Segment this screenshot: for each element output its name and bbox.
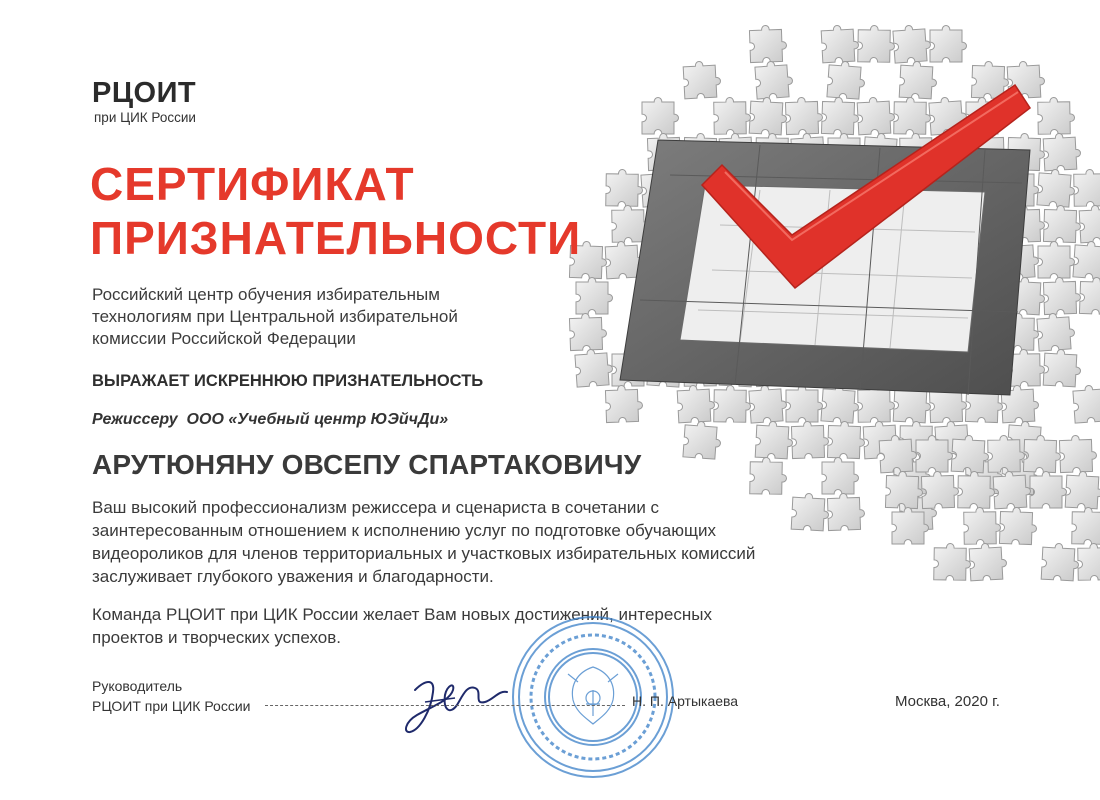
org-line: технологиям при Центральной избирательной — [92, 307, 458, 326]
puzzle-piece — [1059, 435, 1097, 473]
logo-name: РЦОИТ — [92, 77, 197, 109]
puzzle-piece — [988, 435, 1025, 472]
body-line: заинтересованным отношением к исполнению услуг по подготовке обучающих — [92, 521, 716, 540]
puzzle-piece — [569, 313, 607, 351]
puzzle-piece — [964, 507, 1001, 544]
puzzle-piece — [1038, 242, 1075, 279]
puzzle-piece — [575, 348, 614, 387]
puzzle-piece — [1078, 543, 1100, 580]
puzzle-piece — [827, 60, 866, 99]
puzzle-piece — [858, 25, 895, 62]
puzzle-piece — [1043, 349, 1081, 387]
org-line: Российский центр обучения избирательным — [92, 285, 440, 304]
puzzle-piece — [1023, 435, 1061, 473]
signature-line — [265, 705, 625, 706]
wishes-text — [92, 603, 792, 649]
puzzle-piece — [755, 60, 794, 99]
puzzle-piece — [921, 471, 959, 509]
puzzle-piece — [749, 25, 787, 63]
puzzle-piece — [930, 26, 967, 63]
certificate-body — [92, 496, 812, 588]
puzzle-piece — [951, 435, 989, 473]
recipient-name: АРУТЮНЯНУ ОВСЕПУ СПАРТАКОВИЧУ — [92, 449, 642, 480]
position-line: Руководитель — [92, 678, 183, 694]
puzzle-piece — [1079, 204, 1100, 242]
puzzle-piece — [1043, 205, 1081, 243]
puzzle-piece — [821, 384, 860, 423]
puzzle-piece — [749, 384, 788, 423]
puzzle-piece — [894, 97, 931, 134]
puzzle-piece — [892, 508, 929, 545]
puzzle-piece — [677, 384, 715, 422]
puzzle-piece — [1073, 240, 1100, 279]
puzzle-piece — [791, 421, 829, 459]
puzzle-piece — [934, 543, 971, 580]
puzzle-piece — [642, 98, 679, 135]
puzzle-piece — [714, 97, 751, 134]
puzzle-piece — [827, 421, 865, 459]
puzzle-piece — [899, 61, 937, 99]
puzzle-piece — [786, 386, 823, 423]
puzzle-piece — [1041, 543, 1079, 581]
puzzle-piece — [1037, 168, 1076, 207]
puzzle-piece — [822, 458, 859, 495]
puzzle-piece — [606, 169, 643, 206]
org-line: комиссии Российской Федерации — [92, 329, 356, 348]
puzzle-piece — [916, 436, 953, 473]
puzzle-piece — [1074, 169, 1100, 206]
puzzle-piece — [1072, 507, 1100, 544]
puzzle-piece — [821, 97, 859, 135]
puzzle-piece — [1065, 471, 1100, 509]
body-line: видеороликов для членов территориальных и участковых избирательных комиссий — [92, 544, 756, 563]
puzzle-piece — [785, 97, 823, 135]
signer-name: Н. П. Артыкаева — [632, 693, 739, 709]
puzzle-piece — [857, 96, 895, 134]
wishes-line: проектов и творческих успехов. — [92, 628, 341, 647]
issuing-organization — [92, 284, 458, 350]
puzzle-piece — [999, 507, 1037, 545]
wishes-line: Команда РЦОИТ при ЦИК России желает Вам новых достижений, интересных — [92, 605, 712, 624]
puzzle-piece — [821, 24, 859, 62]
puzzle-piece — [1043, 132, 1081, 170]
puzzle-piece — [605, 385, 643, 423]
puzzle-piece — [958, 471, 995, 508]
puzzle-piece — [969, 542, 1007, 580]
title-line-1: СЕРТИФИКАТ — [90, 158, 415, 210]
logo-subtitle: при ЦИК России — [94, 110, 196, 125]
puzzle-piece — [1043, 277, 1081, 315]
puzzle-piece — [893, 24, 932, 63]
puzzle-piece — [1030, 472, 1067, 509]
puzzle-piece — [1038, 97, 1075, 134]
checkbox-frame — [620, 140, 1030, 395]
puzzle-piece — [683, 60, 721, 98]
logo — [92, 78, 196, 125]
puzzle-piece — [750, 457, 787, 494]
title-line-2: ПРИЗНАТЕЛЬНОСТИ — [90, 212, 582, 264]
position-line: РЦОИТ при ЦИК России — [92, 698, 251, 714]
place-and-date: Москва, 2020 г. — [895, 693, 1000, 710]
puzzle-piece — [885, 471, 923, 509]
expresses-gratitude: ВЫРАЖАЕТ ИСКРЕННЮЮ ПРИЗНАТЕЛЬНОСТЬ — [92, 372, 484, 390]
puzzle-piece — [576, 278, 613, 315]
puzzle-piece — [755, 421, 793, 459]
puzzle-piece — [683, 420, 722, 459]
puzzle-piece — [827, 493, 865, 531]
recipient-role: Режиссеру ООО «Учебный центр ЮЭйчДи» — [92, 411, 449, 428]
puzzle-piece — [714, 385, 751, 422]
certificate-title — [90, 157, 581, 265]
body-line: заслуживает глубокого уважения и благодарности. — [92, 567, 494, 586]
puzzle-piece — [1037, 312, 1076, 351]
body-line: Ваш высокий профессионализм режиссера и сценариста в сочетании с — [92, 498, 660, 517]
puzzle-piece — [993, 470, 1031, 508]
signatory-position — [92, 676, 250, 716]
handwritten-signature — [395, 660, 525, 740]
puzzle-piece — [1079, 277, 1100, 315]
puzzle-piece — [749, 97, 787, 135]
puzzle-piece — [879, 434, 917, 472]
puzzle-piece — [1073, 384, 1100, 423]
